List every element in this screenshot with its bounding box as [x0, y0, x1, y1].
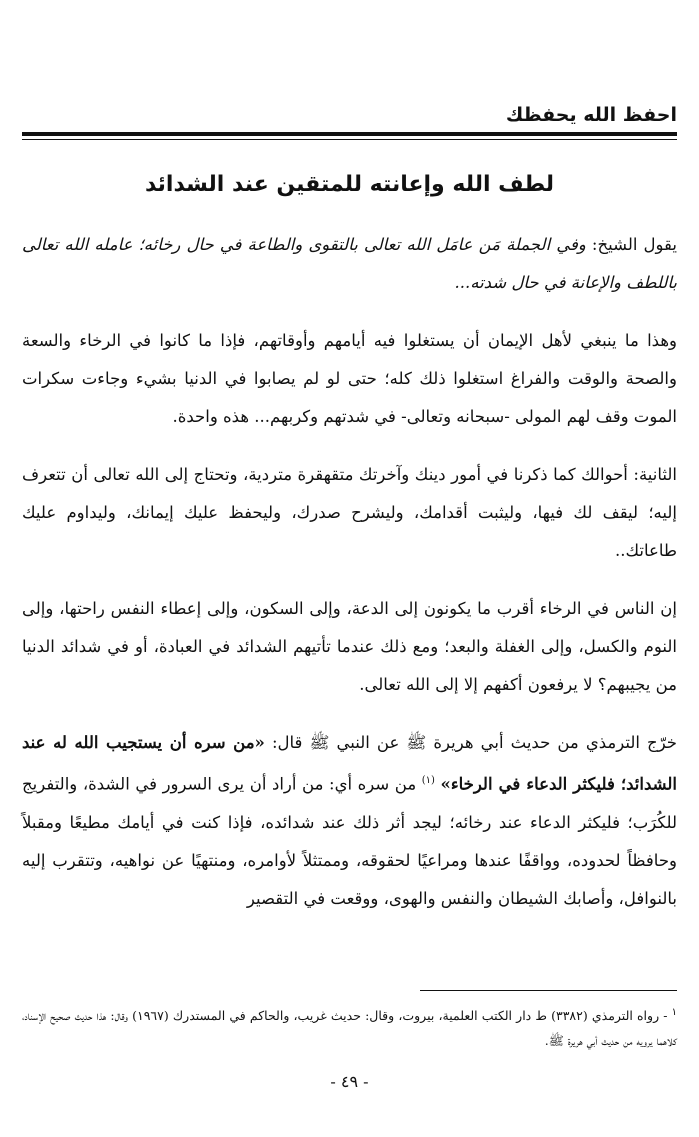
running-header-title: احفظ الله يحفظك: [505, 104, 677, 126]
paragraph-3: الثانية: أحوالك كما ذكرنا في أمور دينك وآخرتك متقهقرة متردية، وتحتاج إلى الله تعالى أن تتعرف إليه؛ ليقف لك فيها، وليثبت أقدامك، وليشرح صدرك، وليحفظ عليك إيمانك، وليداوم عليك طاعاتك..: [22, 465, 677, 560]
paragraph-5: [22, 724, 677, 918]
body-text: [22, 226, 677, 938]
paragraph-1-lead: يقول الشيخ:: [585, 235, 677, 254]
header-rule-thin: [22, 139, 677, 140]
page-number: - ٤٩ -: [330, 1072, 369, 1091]
footnote-mark: ١: [671, 1007, 678, 1018]
footnote-text: - رواه الترمذي (٣٣٨٢) ط دار الكتب العلمية، بيروت، وقال: حديث غريب، والحاكم في المستدرك (١٩٦٧) وقال: هذا حديث صحيح الإسناد، كلاهما يرويه من حديث أبي هريرة ﷺ.: [22, 1008, 677, 1049]
paragraph-1: [22, 226, 677, 302]
header-rule-thick: [22, 132, 677, 136]
section-title: لطف الله وإعانته للمتقين عند الشدائد: [144, 172, 555, 197]
footnote-rule: [420, 990, 677, 991]
paragraph-1-quote: وفي الجملة مَن عامَل الله تعالى بالتقوى والطاعة في حال رخائه؛ عامله الله تعالى باللطف والإعانة في حال شدته...: [22, 235, 677, 292]
footnote: [22, 1000, 677, 1053]
hadith-quote: «من سره أن يستجيب الله له عند الشدائد؛ فليكثر الدعاء في الرخاء»: [22, 733, 677, 794]
paragraph-5-rest: من سره أي: من أراد أن يرى السرور في الشدة، والتفريج للكُرَب؛ فليكثر الدعاء عند رخائه؛ ليجد أثر ذلك عند شدائده، فإذا كنت في أيامك مطيعًا ومقبلاً وحافظاً لحدوده، وواقفًا عندها ومراعيًا لحقوقه، وممتثلاً لأوامره، ومنتهيًا عن نواهيه، وتتقرب إليه بالنوافل، وأصابك الشيطان والنفس والهوى، ووقعت في التقصير: [22, 774, 677, 908]
paragraph-4: إن الناس في الرخاء أقرب ما يكونون إلى الدعة، وإلى السكون، وإلى إعطاء النفس راحتها، وإلى النوم والكسل، وإلى الغفلة والبعد؛ ومع ذلك عندما تأتيهم الشدائد في العبادة، أو في شدائد الدنيا من يجيبهم؟ لا يرفعون أكفهم إلا إلى الله تعالى.: [22, 599, 677, 694]
footnote-reference: (١): [421, 775, 435, 786]
paragraph-2: وهذا ما ينبغي لأهل الإيمان أن يستغلوا فيه أيامهم وأوقاتهم، فإذا ما كانوا في الرخاء والسعة والصحة والوقت والفراغ استغلوا ذلك كله؛ حتى لو لم يصابوا في الدنيا بشيء وجاءت سكرات الموت وقف لهم المولى -سبحانه وتعالى- في شدتهم وكربهم... هذه واحدة.: [22, 331, 677, 426]
paragraph-5-lead: خرّج الترمذي من حديث أبي هريرة ﷺ عن النبي ﷺ قال:: [264, 733, 677, 752]
